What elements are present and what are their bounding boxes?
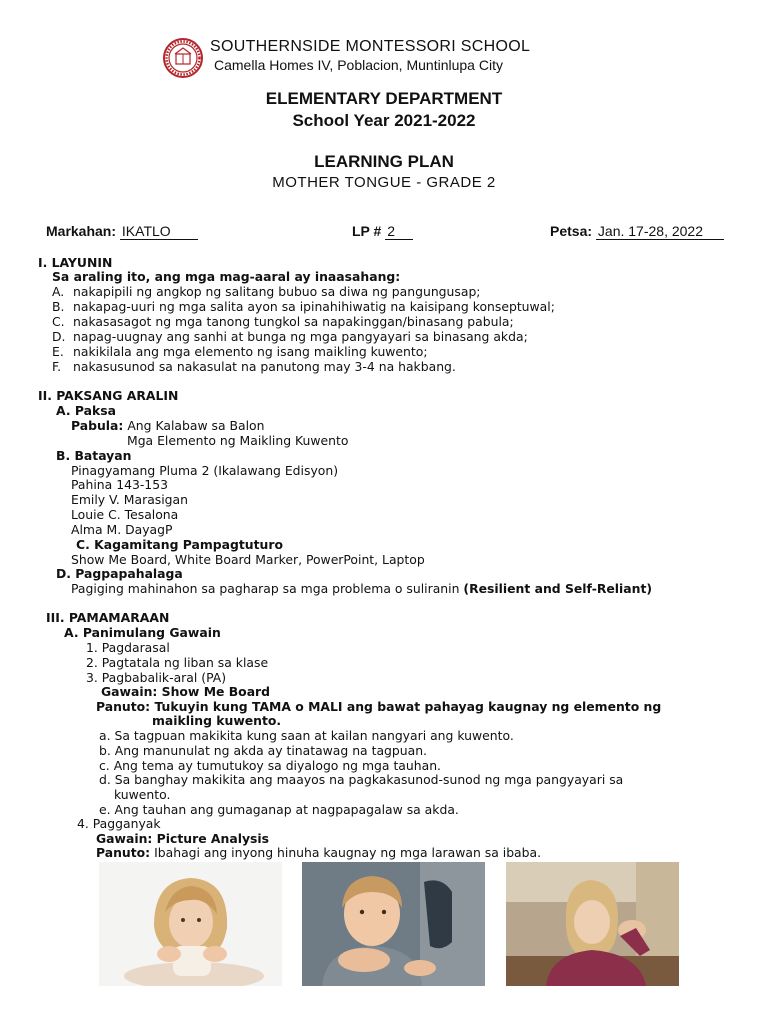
panuto-2-label: Panuto:	[96, 845, 151, 860]
statement-item-continuation: kuwento.	[114, 787, 171, 802]
petsa-label: Petsa:	[550, 223, 593, 239]
section-heading-pamamaraan: III. PAMAMARAAN	[46, 610, 170, 625]
layunin-letter: B.	[52, 299, 65, 314]
layunin-item: nakapipili ng angkop ng salitang bubuo sa diwa ng pangungusap;	[73, 284, 481, 299]
markahan-label: Markahan:	[46, 223, 117, 239]
markahan-field	[46, 223, 198, 240]
batayan-label: B. Batayan	[56, 448, 132, 463]
lp-value: 2	[385, 223, 413, 240]
layunin-item: nakasusunod sa nakasulat na panutong may 3-4 na hakbang.	[73, 359, 456, 374]
batayan-item: Pinagyamang Pluma 2 (Ikalawang Edisyon)	[71, 463, 339, 478]
pabula-value: Ang Kalabaw sa Balon	[127, 418, 265, 433]
panuto-2-text: Ibahagi ang inyong hinuha kaugnay ng mga larawan sa ibaba.	[154, 845, 542, 860]
kagamitan-label: C. Kagamitang Pampagtuturo	[76, 537, 283, 552]
panuto-1-line-2: maikling kuwento.	[152, 713, 282, 728]
section-heading-paksang-aralin: II. PAKSANG ARALIN	[38, 388, 179, 403]
layunin-item: napag-uugnay ang sanhi at bunga ng mga pangyayari sa binasang akda;	[73, 329, 528, 344]
step-item: 2. Pagtatala ng liban sa klase	[86, 655, 269, 670]
section-heading-layunin: I. LAYUNIN	[38, 255, 113, 270]
statement-item: c. Ang tema ay tumutukoy sa diyalogo ng mga tauhan.	[99, 758, 441, 773]
pagpapahalaga-text: Pagiging mahinahon sa pagharap sa mga problema o suliranin	[71, 581, 460, 596]
document-title: LEARNING PLAN	[314, 152, 454, 171]
layunin-letter: F.	[52, 359, 62, 374]
petsa-field	[550, 223, 724, 240]
step-item: 3. Pagbabalik-aral (PA)	[86, 670, 227, 685]
photo-boy-sad	[302, 862, 485, 986]
markahan-value: IKATLO	[120, 223, 198, 240]
document-subtitle: MOTHER TONGUE - GRADE 2	[272, 174, 496, 191]
gawain-picture-analysis: Gawain: Picture Analysis	[96, 831, 270, 846]
statement-item: d. Sa banghay makikita ang maayos na pagkakasunod-sunod ng mga pangyayari sa	[99, 772, 624, 787]
statement-item: a. Sa tagpuan makikita kung saan at kailan nangyari ang kuwento.	[99, 728, 514, 743]
layunin-item: nakapag-uuri ng mga salita ayon sa ipinahihiwatig na kaisipang konseptuwal;	[73, 299, 555, 314]
pagpapahalaga-label: D. Pagpapahalaga	[56, 566, 183, 581]
layunin-letter: A.	[52, 284, 65, 299]
panuto-1-line-1: Panuto: Tukuyin kung TAMA o MALI ang bawat pahayag kaugnay ng elemento ng	[96, 699, 662, 714]
layunin-letter: D.	[52, 329, 66, 344]
lp-label: LP #	[352, 223, 382, 239]
paksa-label: A. Paksa	[56, 403, 116, 418]
layunin-letter: C.	[52, 314, 65, 329]
school-year: School Year 2021-2022	[292, 111, 476, 130]
pagganyak-step: 4. Pagganyak	[77, 816, 161, 831]
pabula-label: Pabula:	[71, 418, 124, 433]
layunin-item: nakikilala ang mga elemento ng isang maikling kuwento;	[73, 344, 428, 359]
step-item: 1. Pagdarasal	[86, 640, 170, 655]
pagpapahalaga-line	[71, 581, 652, 596]
layunin-intro: Sa araling ito, ang mga mag-aaral ay inaasahang:	[52, 269, 401, 284]
photo-girl-thinking	[99, 862, 282, 986]
pabula-value-2: Mga Elemento ng Maikling Kuwento	[127, 433, 349, 448]
kagamitan-value: Show Me Board, White Board Marker, PowerPoint, Laptop	[71, 552, 425, 567]
batayan-item: Emily V. Marasigan	[71, 492, 188, 507]
statement-item: b. Ang manunulat ng akda ay tinatawag na tagpuan.	[99, 743, 428, 758]
panuto-2-line	[96, 845, 541, 860]
gawain-show-me-board: Gawain: Show Me Board	[101, 684, 271, 699]
panimulang-gawain-label: A. Panimulang Gawain	[64, 625, 221, 640]
layunin-item: nakasasagot ng mga tanong tungkol sa napakinggan/binasang pabula;	[73, 314, 514, 329]
layunin-letter: E.	[52, 344, 64, 359]
photo-girl-worried	[506, 862, 679, 986]
batayan-item: Pahina 143-153	[71, 477, 168, 492]
school-name: SOUTHERNSIDE MONTESSORI SCHOOL	[210, 38, 531, 55]
department-title: ELEMENTARY DEPARTMENT	[265, 89, 503, 108]
pabula-line	[71, 418, 264, 433]
lp-number-field	[352, 223, 413, 240]
school-seal-logo	[163, 38, 203, 78]
school-address: Camella Homes IV, Poblacion, Muntinlupa City	[214, 57, 503, 73]
petsa-value: Jan. 17-28, 2022	[596, 223, 724, 240]
pagpapahalaga-bold: (Resilient and Self-Reliant)	[463, 581, 653, 596]
batayan-item: Louie C. Tesalona	[71, 507, 179, 522]
statement-item: e. Ang tauhan ang gumaganap at nagpapagalaw sa akda.	[99, 802, 459, 817]
batayan-item: Alma M. DayagP	[71, 522, 173, 537]
